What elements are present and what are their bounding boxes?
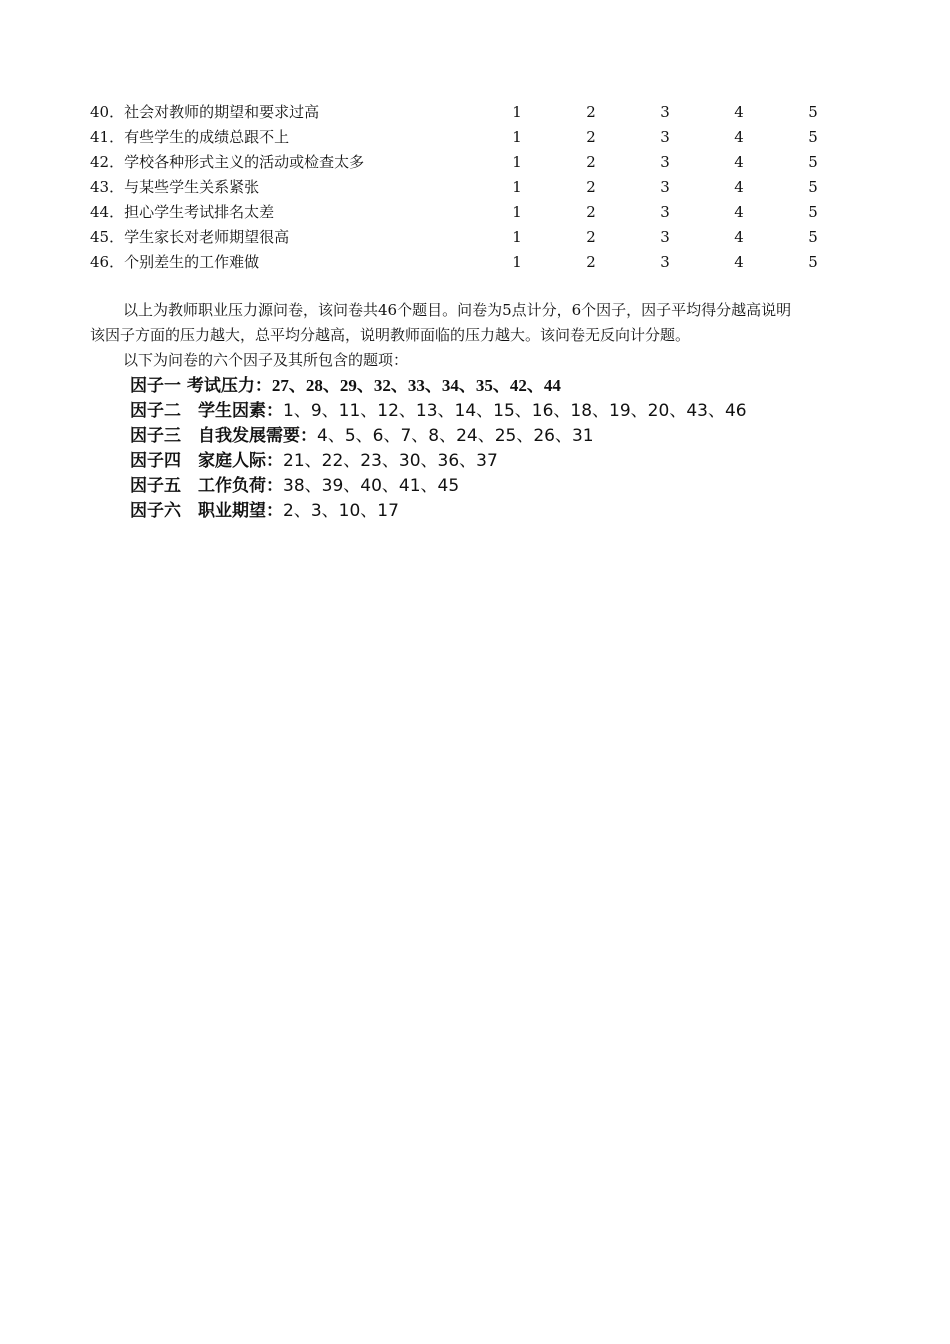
option-2: 2	[586, 228, 596, 246]
option-3: 3	[660, 153, 670, 171]
factors-intro-text: 以下为问卷的六个因子及其所包含的题项：	[123, 351, 409, 369]
question-text: 44．担心学生考试排名太差	[90, 203, 275, 221]
factor-name: 因子六 职业期望：	[130, 501, 283, 521]
factor-name: 因子五 工作负荷：	[130, 476, 283, 496]
description-line-1: 以上为教师职业压力源问卷，该问卷共46个题目。问卷为5点计分，6个因子，因子平均得分越高说明	[123, 301, 792, 319]
questionnaire-table	[90, 100, 850, 275]
factor-name: 因子二 学生因素：	[130, 401, 283, 421]
option-5: 5	[808, 228, 818, 246]
question-row	[90, 175, 850, 200]
question-row	[90, 100, 850, 125]
option-1: 1	[512, 128, 522, 146]
option-2: 2	[586, 253, 596, 271]
option-5: 5	[808, 128, 818, 146]
question-row	[90, 250, 850, 275]
question-text: 43．与某些学生关系紧张	[90, 178, 260, 196]
option-4: 4	[734, 203, 744, 221]
factor-items: 4、5、6、7、8、24、25、26、31	[317, 426, 594, 446]
option-1: 1	[512, 103, 522, 121]
factor-item	[130, 399, 850, 424]
question-text: 45．学生家长对老师期望很高	[90, 228, 290, 246]
option-3: 3	[660, 178, 670, 196]
option-3: 3	[660, 103, 670, 121]
factor-item	[130, 373, 850, 399]
option-4: 4	[734, 128, 744, 146]
factor-items: 1、9、11、12、13、14、15、16、18、19、20、43、46	[283, 401, 747, 421]
factor-items: 21、22、23、30、36、37	[283, 451, 498, 471]
factor-item	[130, 424, 850, 449]
option-1: 1	[512, 203, 522, 221]
factor-name: 因子三 自我发展需要：	[130, 426, 317, 446]
option-2: 2	[586, 103, 596, 121]
question-text: 46．个别差生的工作难做	[90, 253, 260, 271]
option-5: 5	[808, 103, 818, 121]
option-5: 5	[808, 253, 818, 271]
option-1: 1	[512, 228, 522, 246]
option-1: 1	[512, 153, 522, 171]
option-3: 3	[660, 228, 670, 246]
description-line-2: 该因子方面的压力越大，总平均分越高，说明教师面临的压力越大。该问卷无反向计分题。	[90, 326, 691, 344]
option-5: 5	[808, 178, 818, 196]
factor-item	[130, 449, 850, 474]
question-text: 41．有些学生的成绩总跟不上	[90, 128, 290, 146]
option-1: 1	[512, 253, 522, 271]
question-row	[90, 225, 850, 250]
option-5: 5	[808, 153, 818, 171]
factor-item	[130, 499, 850, 524]
option-4: 4	[734, 228, 744, 246]
option-4: 4	[734, 253, 744, 271]
option-3: 3	[660, 203, 670, 221]
factor-list	[130, 373, 850, 524]
option-3: 3	[660, 128, 670, 146]
option-2: 2	[586, 153, 596, 171]
question-row	[90, 150, 850, 175]
option-5: 5	[808, 203, 818, 221]
question-row	[90, 125, 850, 150]
option-4: 4	[734, 153, 744, 171]
option-2: 2	[586, 128, 596, 146]
option-4: 4	[734, 103, 744, 121]
factors-intro	[90, 348, 860, 373]
option-1: 1	[512, 178, 522, 196]
factor-items: 27、28、29、32、33、34、35、42、44	[271, 376, 561, 395]
option-4: 4	[734, 178, 744, 196]
factor-name: 因子四 家庭人际：	[130, 451, 283, 471]
option-2: 2	[586, 178, 596, 196]
factor-items: 38、39、40、41、45	[283, 476, 460, 496]
question-text: 40．社会对教师的期望和要求过高	[90, 103, 320, 121]
description-paragraph	[90, 298, 860, 348]
option-3: 3	[660, 253, 670, 271]
option-2: 2	[586, 203, 596, 221]
factor-name: 因子一 考试压力：	[130, 376, 272, 396]
factor-items: 2、3、10、17	[283, 501, 399, 521]
factor-item	[130, 474, 850, 499]
question-row	[90, 200, 850, 225]
question-text: 42．学校各种形式主义的活动或检查太多	[90, 153, 365, 171]
